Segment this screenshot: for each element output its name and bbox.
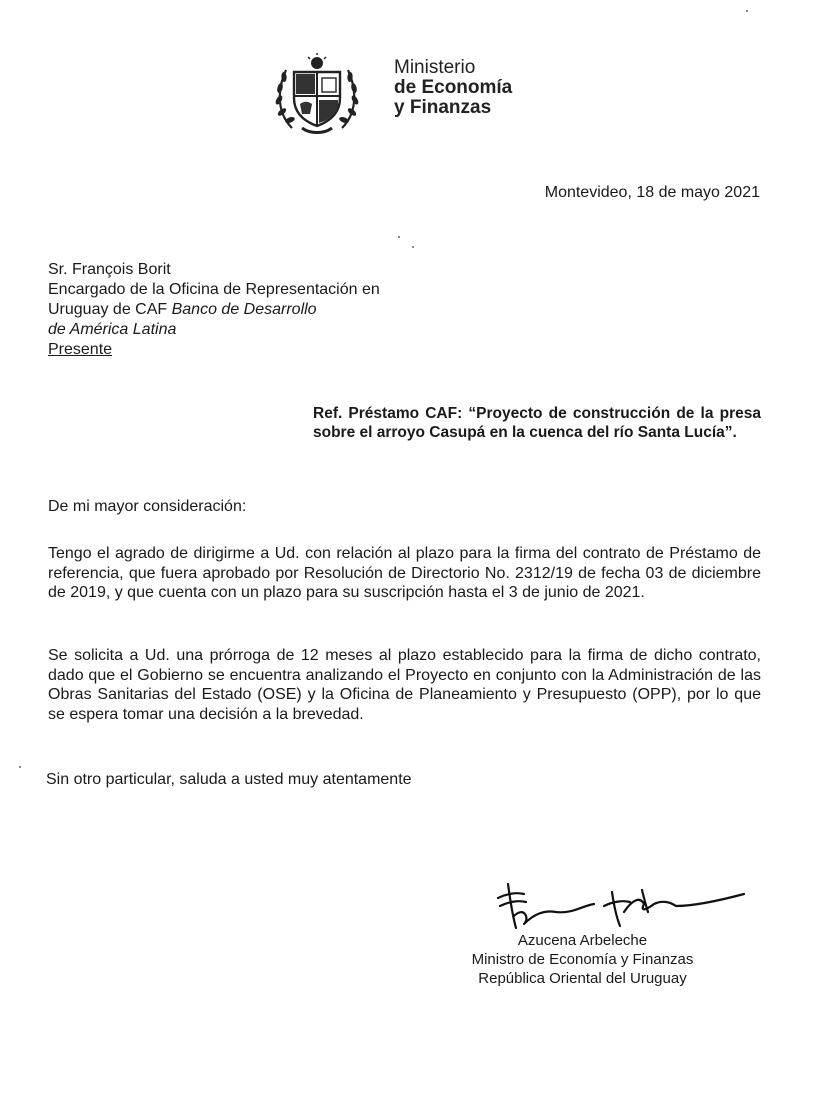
addressee-role: Encargado de la Oficina de Representación en [48, 281, 380, 298]
ministry-line-3: y Finanzas [394, 97, 492, 118]
scan-speck [19, 766, 21, 768]
addressee-presente: Presente [48, 341, 113, 358]
scan-speck [398, 236, 400, 238]
addressee-org-italic: Banco de Desarrollo [171, 301, 317, 318]
addressee-block [48, 260, 380, 360]
scan-speck [412, 246, 414, 248]
ministry-line-1: Ministerio [394, 57, 476, 78]
closing-line: Sin otro particular, saluda a usted muy atentamente [46, 771, 412, 788]
scan-speck [746, 10, 748, 12]
ministry-line-2: de Economía [394, 77, 513, 98]
addressee-org-italic-2: de América Latina [48, 321, 177, 338]
signer-name: Azucena Arbeleche [517, 932, 648, 949]
reference-line: Ref. Préstamo CAF: “Proyecto de construcción de la presa sobre el arroyo Casupá en la cuenca del río Santa Lucía”. [313, 405, 761, 441]
greeting: De mi mayor consideración: [48, 498, 247, 515]
handwritten-signature [494, 876, 750, 936]
ministry-name [394, 58, 512, 118]
signer-block [440, 931, 725, 988]
addressee-org-prefix: Uruguay de CAF [48, 301, 172, 318]
signer-title: Ministro de Economía y Finanzas [471, 951, 694, 968]
coat-of-arms-icon [270, 52, 364, 136]
body-paragraph-1: Tengo el agrado de dirigirme a Ud. con relación al plazo para la firma del contrato de Préstamo de referencia, que fuera aprobado por Resolución de Directorio No. 2312/19 de fecha 03 de diciembre de 2019, y que cuenta con un plazo para su suscripción hasta el 3 de junio de 2021. [48, 545, 761, 601]
body-paragraph-2: Se solicita a Ud. una prórroga de 12 meses al plazo establecido para la firma de dicho contrato, dado que el Gobierno se encuentra analizando el Proyecto en conjunto con la Administración de las Obras Sanitarias del Estado (OSE) y la Oficina de Planeamiento y Presupuesto (OPP), por lo que se espera tomar una decisión a la brevedad. [48, 647, 761, 723]
addressee-org [48, 300, 380, 320]
letter-date: Montevideo, 18 de mayo 2021 [544, 184, 760, 201]
addressee-name: Sr. François Borit [48, 261, 171, 278]
signer-country: República Oriental del Uruguay [478, 970, 687, 987]
